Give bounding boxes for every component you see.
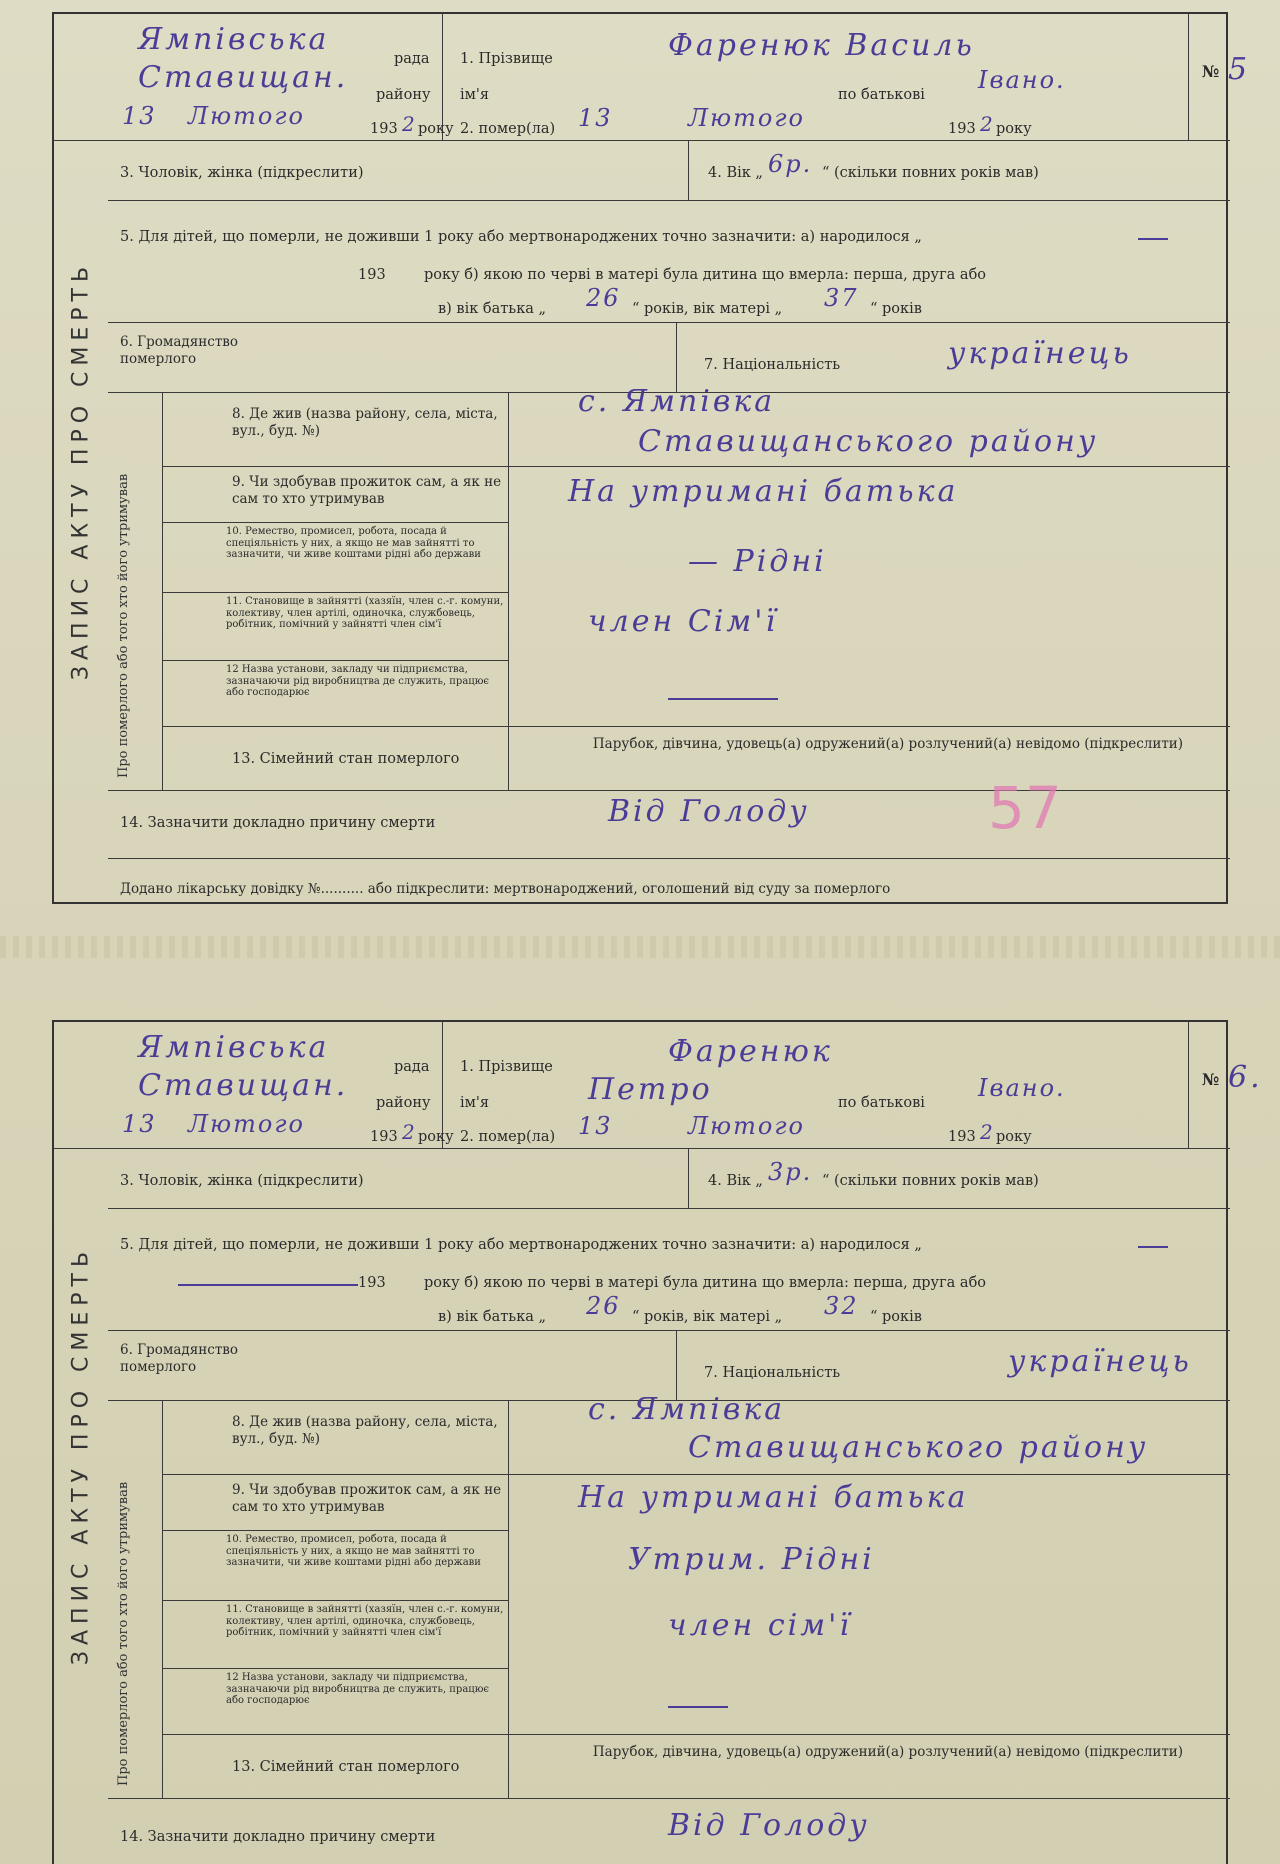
- reg-day-hw: 13: [122, 102, 157, 130]
- residence-hw: с. Ямпівка: [578, 384, 776, 419]
- reg-year-hw: 2: [402, 1120, 418, 1144]
- died-day-hw: 13: [578, 104, 613, 132]
- about-deceased-vertical: Про померлого або того хто його утримував: [116, 1481, 131, 1786]
- livelihood-label: 9. Чи здобував прожиток сам, а як не сам то хто утримував: [232, 1482, 502, 1515]
- residence2-hw: Ставищанського району: [638, 424, 1099, 459]
- rada-label: рада: [394, 1059, 430, 1075]
- age-label: 4. Вік „: [708, 165, 763, 181]
- perforation-divider: [0, 936, 1280, 958]
- mother-age-hw: 32: [824, 1292, 859, 1320]
- died-label: 2. помер(ла): [460, 121, 556, 137]
- surname-label: 1. Прізвище: [460, 1059, 553, 1075]
- age-hw: 6р.: [768, 150, 813, 178]
- marital-status-label: 13. Сімейний стан померлого: [232, 751, 460, 767]
- mother-age-label: “ років, вік матері „: [632, 301, 783, 317]
- employment-status-label: 11. Становище в зайнятті (хазяїн, член с.-г. комуни, колективу, член артілі, одиночка, службовець, робітник, помічний у зайнятті член сім'ї: [226, 596, 504, 630]
- age-suffix: “ (скільки повних років мав): [822, 1173, 1039, 1189]
- patronymic-hw: Івано.: [978, 66, 1066, 94]
- patronymic-label: по батькові: [838, 1095, 925, 1111]
- village-council-hw: Ямпівська: [138, 1030, 330, 1065]
- died-year-hw: 2: [980, 112, 996, 136]
- employment-status-label: 11. Становище в зайнятті (хазяїн, член с.-г. комуни, колективу, член артілі, одиночка, службовець, робітник, помічний у зайнятті член сім'ї: [226, 1604, 504, 1638]
- record-number-label: №: [1202, 1070, 1220, 1089]
- residence-label: 8. Де жив (назва району, села, міста, вул., буд. №): [232, 406, 498, 439]
- infant-line1: 5. Для дітей, що померли, не доживши 1 року або мертвонароджених точно зазначити: а) народилося „: [120, 1237, 922, 1253]
- mother-age-suffix: “ років: [870, 301, 922, 317]
- infant-year: 193: [358, 1275, 386, 1291]
- died-rok-label: року: [996, 1129, 1032, 1145]
- reg-year-label: 193: [370, 1129, 398, 1145]
- given-name-hw: Петро: [588, 1072, 713, 1107]
- reg-day-hw: 13: [122, 1110, 157, 1138]
- reg-month-hw: Лютого: [188, 102, 305, 130]
- died-day-hw: 13: [578, 1112, 613, 1140]
- died-year-label: 193: [948, 121, 976, 137]
- raion-label: району: [376, 1095, 431, 1111]
- red-pencil-mark: 57: [988, 774, 1062, 842]
- employment-status-hw: член Сім'ї: [588, 604, 779, 639]
- infant-line2: року б) якою по черві в матері була дитина що вмерла: перша, друга або: [424, 1275, 987, 1291]
- side-title-column: [54, 14, 108, 902]
- surname-hw: Фаренюк: [668, 1034, 833, 1069]
- sex-label: 3. Чоловік, жінка (підкреслити): [120, 1173, 364, 1189]
- reg-rok-label: року: [418, 1129, 454, 1145]
- citizenship-label: 6. Громадянство померлого: [120, 334, 239, 367]
- footer-note: Додано лікарську довідку №.......... або підкреслити: мертвонароджений, оголошений від суду за померлого: [120, 881, 891, 897]
- age-hw: 3р.: [768, 1158, 813, 1186]
- side-title: ЗАПИС АКТУ ПРО СМЕРТЬ: [68, 260, 94, 681]
- died-month-hw: Лютого: [688, 104, 805, 132]
- age-suffix: “ (скільки повних років мав): [822, 165, 1039, 181]
- infant-line2: року б) якою по черві в матері була дитина що вмерла: перша, друга або: [424, 267, 987, 283]
- record-grid: [108, 14, 1251, 902]
- cause-of-death-hw: Від Голоду: [608, 794, 810, 829]
- marital-status-options: Парубок, дівчина, удовець(а) одружений(а) розлучений(а) невідомо (підкреслити): [592, 736, 1184, 752]
- cause-of-death-label: 14. Зазначити докладно причину смерти: [120, 815, 436, 831]
- father-age-label: в) вік батька „: [438, 301, 547, 317]
- side-title: ЗАПИС АКТУ ПРО СМЕРТЬ: [68, 1245, 94, 1666]
- cause-of-death-hw: Від Голоду: [668, 1808, 870, 1843]
- residence-hw: с. Ямпівка: [588, 1392, 786, 1427]
- institution-label: 12 Назва установи, закладу чи підприємства, зазначаючи рід виробництва де служить, працює або господарює: [226, 664, 490, 698]
- raion-label: району: [376, 87, 431, 103]
- occupation-label: 10. Ремество, промисел, робота, посада й спеціяльність у них, а якщо не мав зайнятті то зазначити, чи живе коштами рідні або держави: [226, 1534, 481, 1568]
- age-label: 4. Вік „: [708, 1173, 763, 1189]
- rada-label: рада: [394, 51, 430, 67]
- reg-rok-label: року: [418, 121, 454, 137]
- marital-status-label: 13. Сімейний стан померлого: [232, 1759, 460, 1775]
- citizenship-label: 6. Громадянство померлого: [120, 1342, 239, 1375]
- nationality-label: 7. Національність: [704, 1365, 841, 1381]
- residence-label: 8. Де жив (назва району, села, міста, вул., буд. №): [232, 1414, 498, 1447]
- village-council-hw: Ямпівська: [138, 22, 330, 57]
- patronymic-label: по батькові: [838, 87, 925, 103]
- marital-status-options: Парубок, дівчина, удовець(а) одружений(а) розлучений(а) невідомо (підкреслити): [592, 1744, 1184, 1760]
- infant-year: 193: [358, 267, 386, 283]
- death-record-2: [52, 1020, 1263, 1864]
- raion-hw: Ставищан.: [138, 60, 349, 95]
- livelihood-label: 9. Чи здобував прожиток сам, а як не сам то хто утримував: [232, 474, 502, 507]
- reg-year-label: 193: [370, 121, 398, 137]
- nationality-hw: українець: [1008, 1344, 1192, 1379]
- occupation-hw: Утрим. Рідні: [628, 1542, 875, 1577]
- father-age-hw: 26: [586, 284, 621, 312]
- nationality-hw: українець: [948, 336, 1132, 371]
- infant-line1: 5. Для дітей, що померли, не доживши 1 року або мертвонароджених точно зазначити: а) народилося „: [120, 229, 922, 245]
- raion-hw: Ставищан.: [138, 1068, 349, 1103]
- occupation-hw: — Рідні: [688, 544, 827, 579]
- father-age-hw: 26: [586, 1292, 621, 1320]
- livelihood-hw: На утримані батька: [578, 1480, 969, 1515]
- name-label: ім'я: [460, 1095, 490, 1111]
- surname-label: 1. Прізвище: [460, 51, 553, 67]
- died-month-hw: Лютого: [688, 1112, 805, 1140]
- death-record-1: [52, 12, 1251, 904]
- institution-label: 12 Назва установи, закладу чи підприємства, зазначаючи рід виробництва де служить, працює або господарює: [226, 1672, 490, 1706]
- residence2-hw: Ставищанського району: [688, 1430, 1149, 1465]
- about-deceased-vertical: Про померлого або того хто його утримував: [116, 473, 131, 778]
- father-age-label: в) вік батька „: [438, 1309, 547, 1325]
- record-grid: [108, 1022, 1263, 1864]
- surname-hw: Фаренюк Василь: [668, 28, 975, 63]
- mother-age-suffix: “ років: [870, 1309, 922, 1325]
- mother-age-hw: 37: [824, 284, 859, 312]
- reg-month-hw: Лютого: [188, 1110, 305, 1138]
- died-year-hw: 2: [980, 1120, 996, 1144]
- employment-status-hw: член сім'ї: [668, 1608, 852, 1643]
- died-year-label: 193: [948, 1129, 976, 1145]
- record-number-label: №: [1202, 62, 1220, 81]
- cause-of-death-label: 14. Зазначити докладно причину смерти: [120, 1829, 436, 1845]
- died-rok-label: року: [996, 121, 1032, 137]
- patronymic-hw: Івано.: [978, 1074, 1066, 1102]
- name-label: ім'я: [460, 87, 490, 103]
- died-label: 2. помер(ла): [460, 1129, 556, 1145]
- livelihood-hw: На утримані батька: [568, 474, 959, 509]
- record-number-hw: 5: [1228, 52, 1251, 87]
- occupation-label: 10. Ремество, промисел, робота, посада й спеціяльність у них, а якщо не мав зайнятті то зазначити, чи живе коштами рідні або держави: [226, 526, 481, 560]
- record-number-hw: 6.: [1228, 1060, 1263, 1095]
- sex-label: 3. Чоловік, жінка (підкреслити): [120, 165, 364, 181]
- reg-year-hw: 2: [402, 112, 418, 136]
- mother-age-label: “ років, вік матері „: [632, 1309, 783, 1325]
- nationality-label: 7. Національність: [704, 357, 841, 373]
